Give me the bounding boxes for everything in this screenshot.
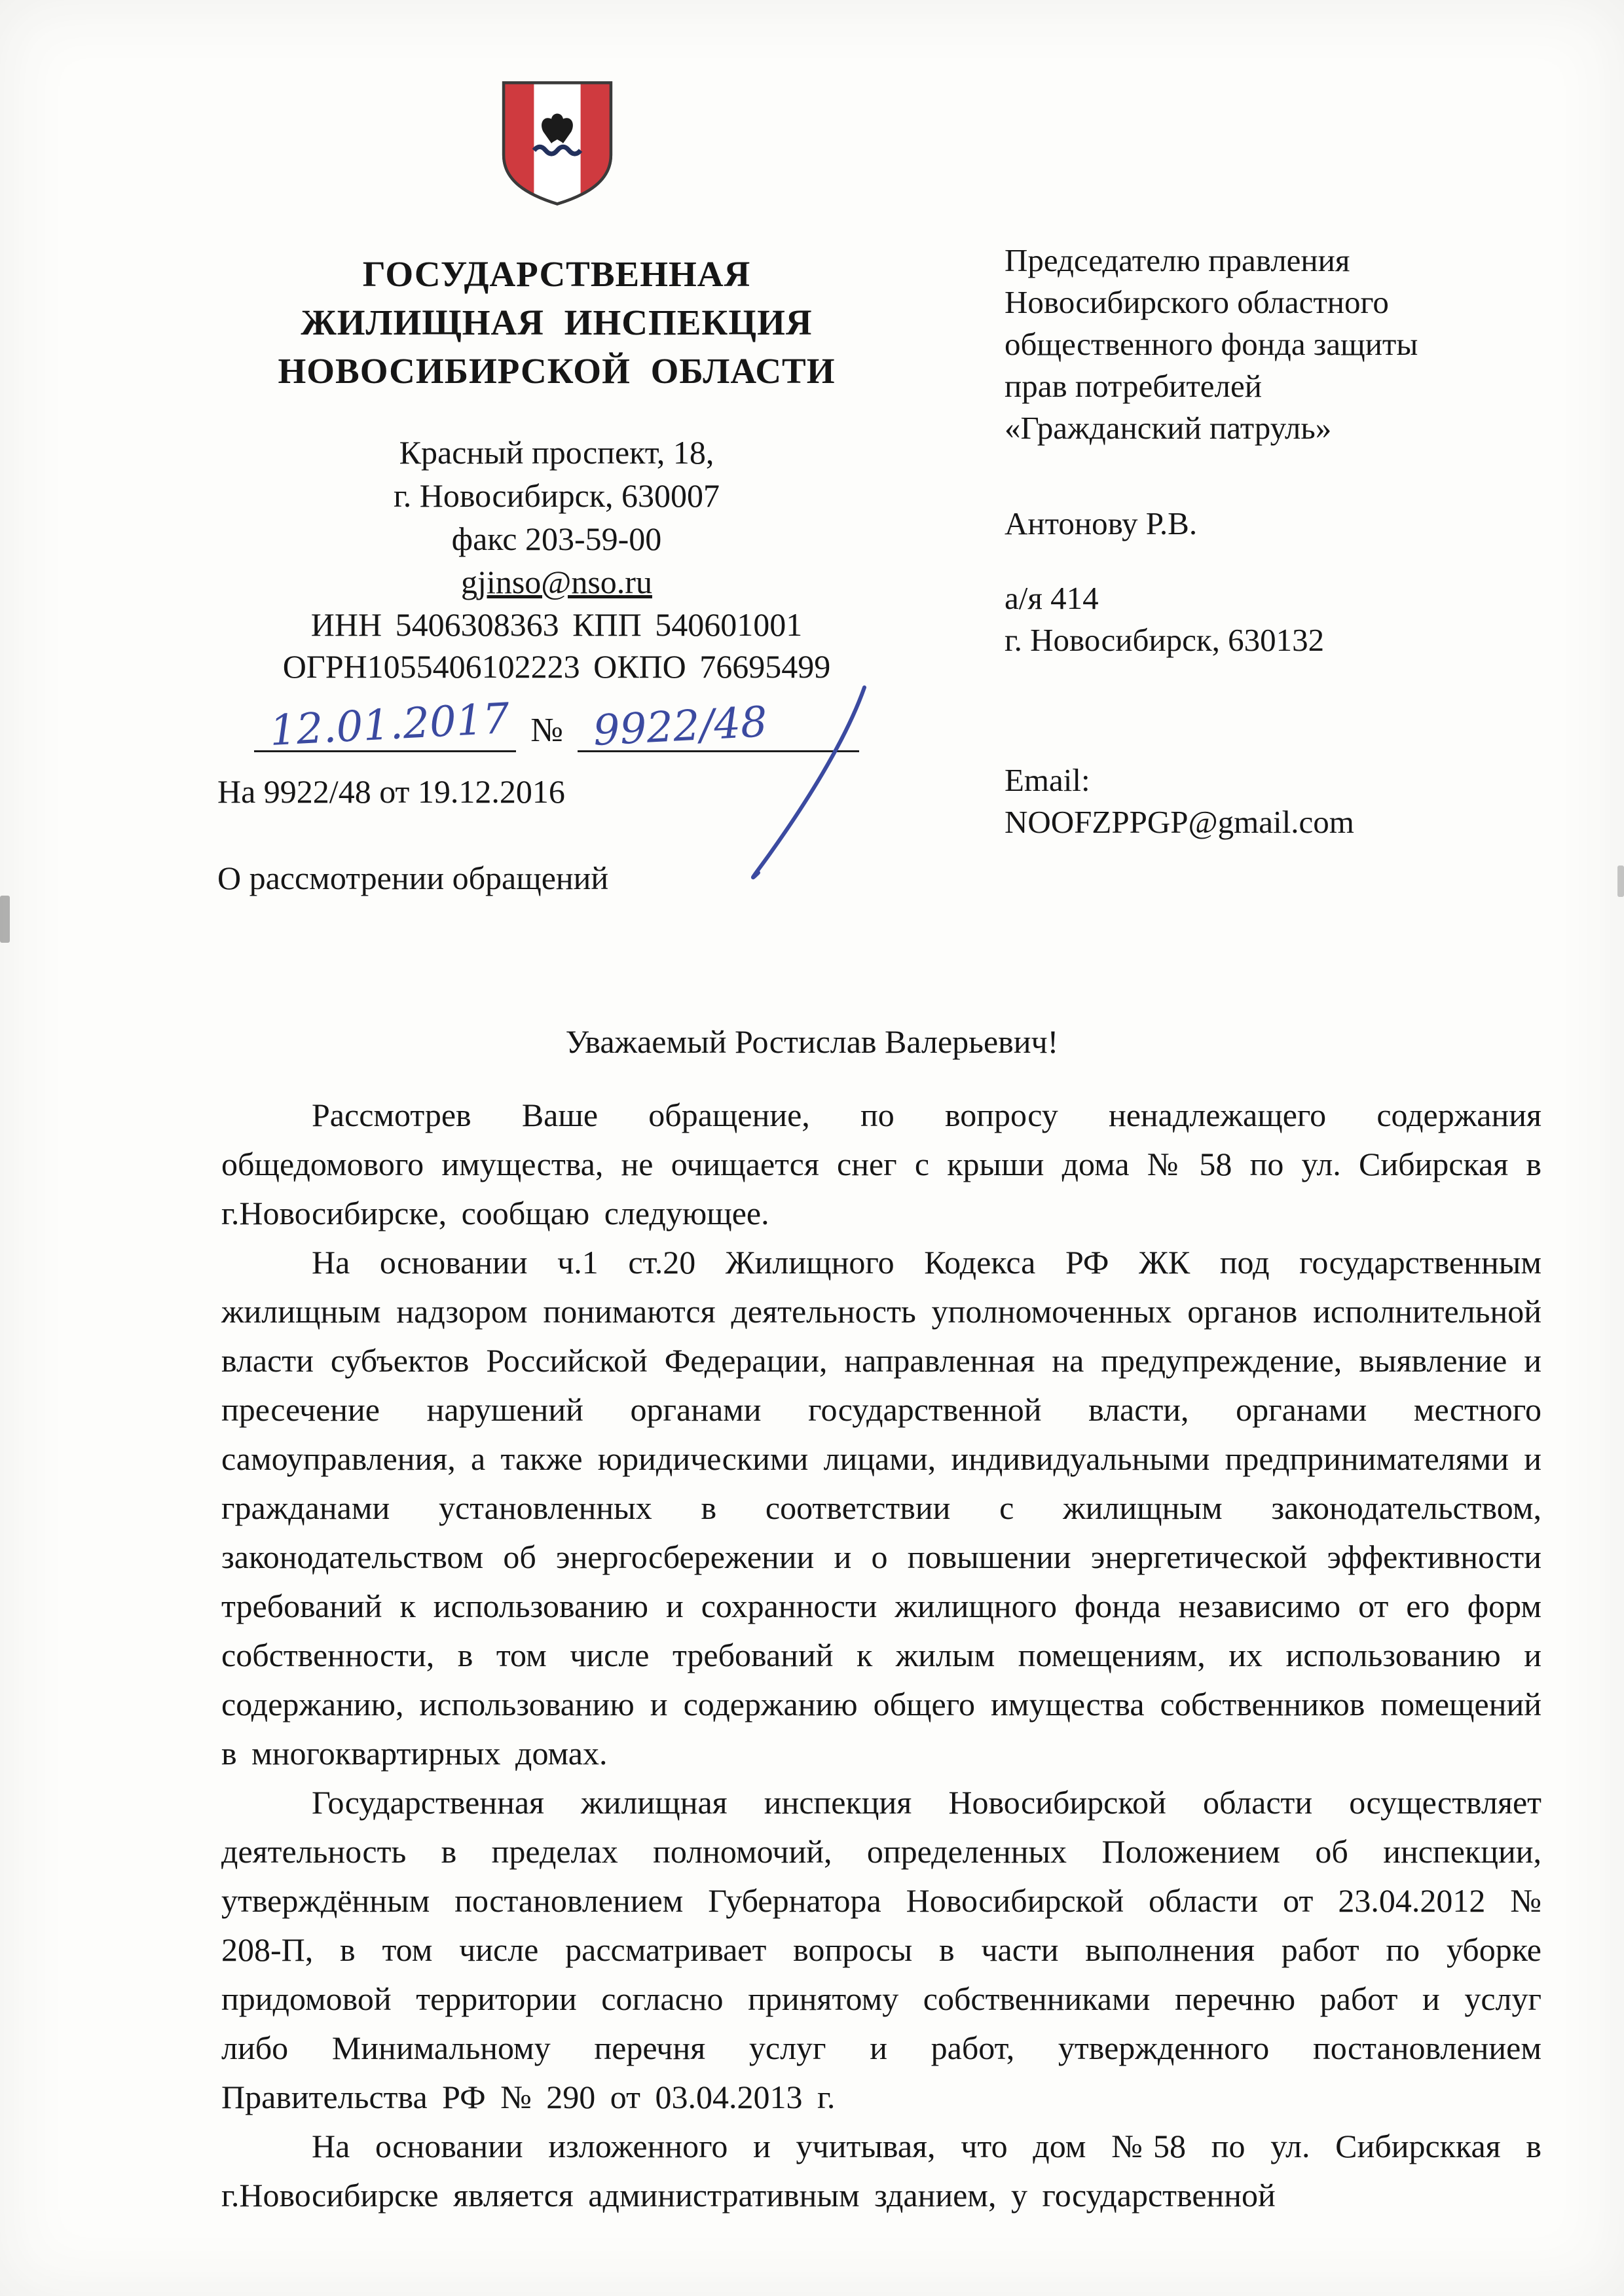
addressee-line-3: общественного фонда защиты (1005, 326, 1418, 362)
addressee-email: NOOFZPPGP@gmail.com (1005, 804, 1354, 840)
reference-line (196, 694, 917, 756)
shield-left-red-stripe (504, 82, 534, 208)
addressee-line-2: Новосибирского областного (1005, 284, 1389, 320)
addressee-line-4: прав потребителей (1005, 368, 1262, 404)
org-name-line-3: НОВОСИБИРСКОЙ ОБЛАСТИ (278, 351, 836, 391)
org-fax: факс 203-59-00 (451, 520, 662, 557)
paragraph-1: Рассмотрев Ваше обращение, по вопросу ненадлежащего содержания общедомового имущества, не очищается снег с крыши дома № 58 по ул. Сибирская в г.Новосибирске, сообщаю следующее. (221, 1097, 1541, 1231)
addressee-po-box: а/я 414 (1005, 580, 1099, 616)
addressee-email-label: Email: (1005, 762, 1090, 798)
scan-artifact-right-edge (1617, 866, 1624, 897)
org-email: gjinso@nso.ru (461, 564, 652, 600)
letter-body (221, 1091, 1541, 2220)
scan-artifact-left-edge (0, 896, 10, 943)
addressee-name: Антонову Р.В. (1005, 505, 1198, 541)
shield-right-red-stripe (581, 82, 611, 208)
letterhead (196, 250, 917, 756)
paragraph-4: На основании изложенного и учитывая, что дом №58 по ул. Сибирсккая в г.Новосибирске является административным зданием, у государственной (221, 2128, 1541, 2214)
addressee-line-1: Председателю правления (1005, 242, 1350, 278)
org-name-line-2: ЖИЛИЩНАЯ ИНСПЕКЦИЯ (301, 302, 813, 342)
number-field (578, 698, 859, 756)
date-field (254, 694, 516, 756)
addressee-line-5: «Гражданский патруль» (1005, 410, 1332, 446)
handwritten-number: 9922/48 (591, 698, 769, 756)
addressee-city: г. Новосибирск, 630132 (1005, 622, 1325, 658)
salutation: Уважаемый Ростислав Валерьевич! (565, 1023, 1059, 1060)
org-inn-kpp: ИНН 5406308363 КПП 540601001 (310, 606, 803, 643)
coat-of-arms-novosibirsk-icon (499, 77, 616, 210)
addressee-block (1005, 240, 1548, 843)
org-street: Красный проспект, 18, (399, 434, 714, 471)
org-name-line-1: ГОСУДАРСТВЕННАЯ (362, 254, 751, 294)
org-codes-block (196, 604, 917, 687)
org-contact-block (196, 431, 917, 604)
paragraph-2: На основании ч.1 ст.20 Жилищного Кодекса РФ ЖК под государственным жилищным надзором понимаются деятельность уполномоченных органов исполнительной власти субъектов Российской Федерации, направленная на предупреждение, выявление и пресечение нарушений органами государственной власти, органами местного самоуправления, а также юридическими лицами, индивидуальными предпринимателями и гражданами установленных в соответствии с жилищным законодательством, законодательством об энергосбережении и о повышении энергетической эффективности требований к использованию и сохранности жилищного фонда независимо от его форм собственности, в том числе требований к жилым помещениям, их использованию и содержанию, использованию и содержанию общего имущества собственников помещений в многоквартирных домах. (221, 1244, 1541, 1772)
subject-line: О рассмотрении обращений (217, 860, 609, 896)
org-ogrn-okpo: ОГРН1055406102223 ОКПО 76695499 (282, 648, 831, 685)
org-name (196, 250, 917, 395)
org-city: г. Новосибирск, 630007 (393, 477, 720, 514)
handwritten-date: 12.01.2017 (268, 694, 511, 756)
number-sign: № (530, 712, 563, 749)
reply-reference: На 9922/48 от 19.12.2016 (217, 773, 565, 810)
paragraph-3: Государственная жилищная инспекция Новосибирской области осуществляет деятельность в пределах полномочий, определенных Положением об инспекции, утверждённым постановлением Губернатора Новосибирской области от 23.04.2012 № 208-П, в том числе рассматривает вопросы в части выполнения работ по уборке придомовой территории согласно принятому собственниками перечню работ и услуг либо Минимальному перечня услуг и работ, утвержденного постановлением Правительства РФ № 290 от 03.04.2013 г. (221, 1784, 1541, 2115)
